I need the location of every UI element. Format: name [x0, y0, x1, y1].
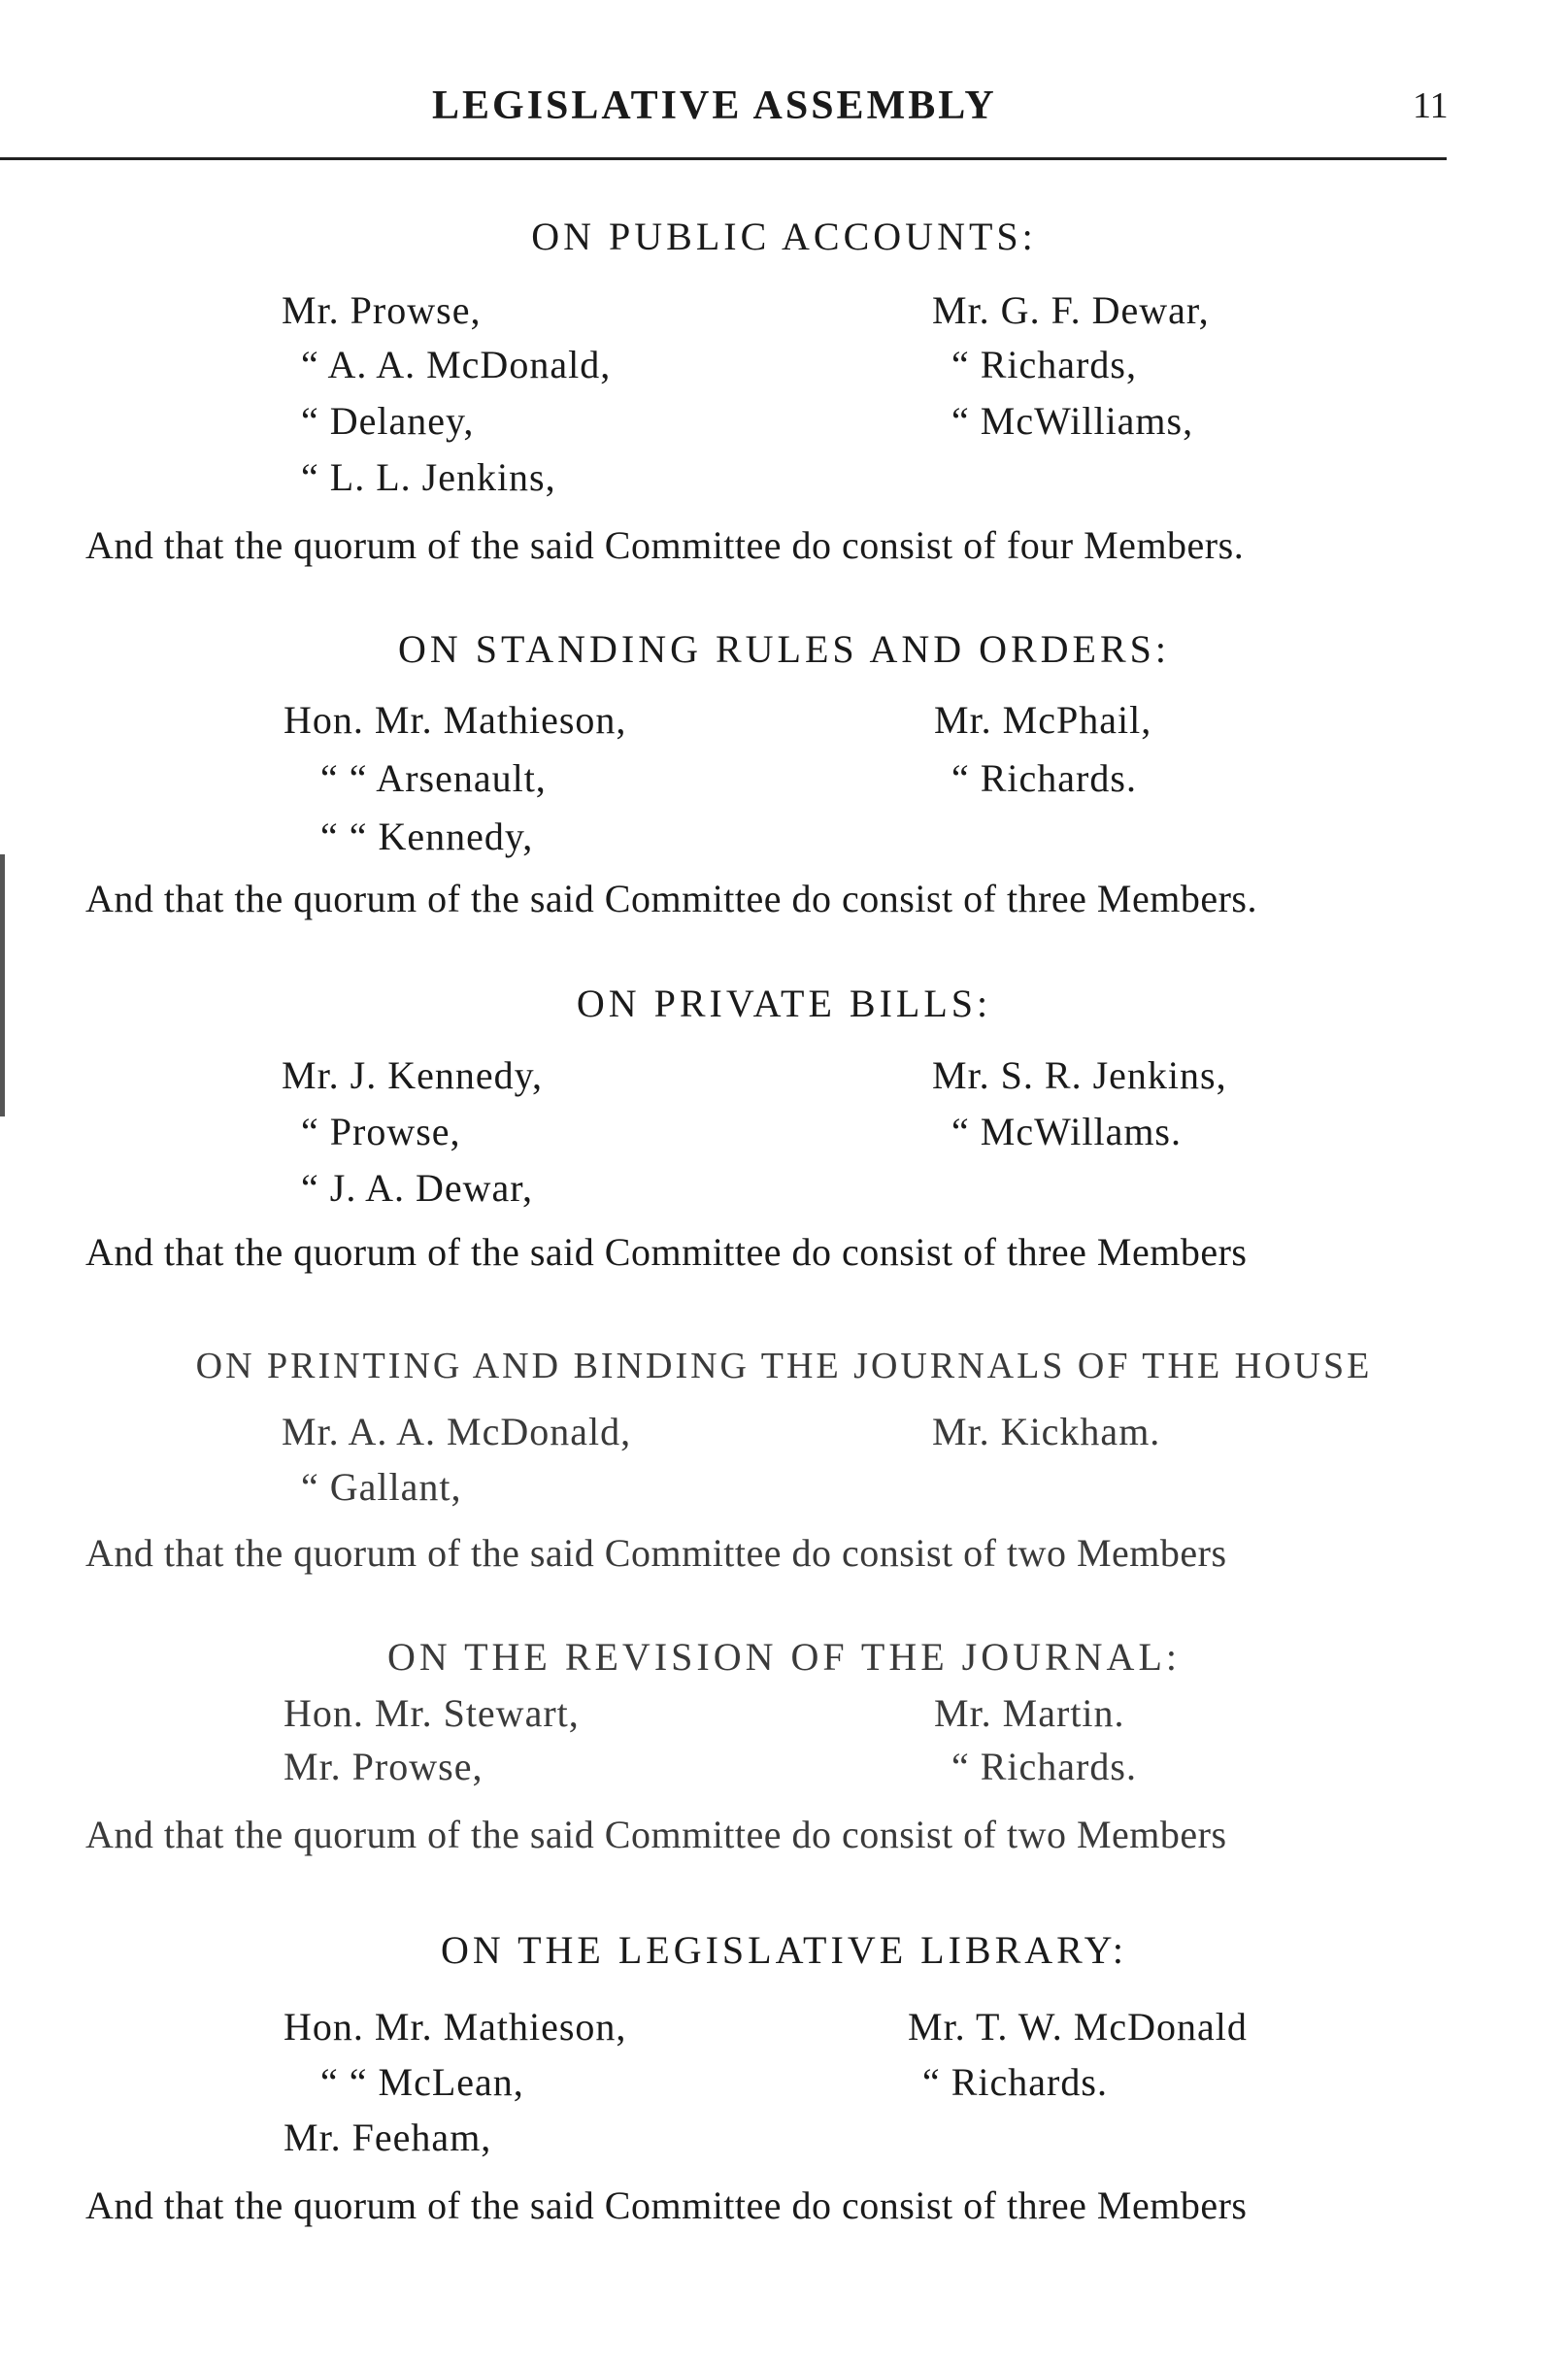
section-heading-public-accounts: ON PUBLIC ACCOUNTS: [531, 215, 1037, 258]
member-name: “ McWilliams, [951, 399, 1194, 443]
member-name: “ Richards. [951, 756, 1137, 800]
member-name: Mr. G. F. Dewar, [932, 288, 1210, 332]
member-name: Mr. T. W. McDonald [908, 2005, 1248, 2049]
member-name: “ Gallant, [301, 1465, 462, 1509]
section-heading-revision-journal: ON THE REVISION OF THE JOURNAL: [387, 1635, 1181, 1679]
member-name: “ Richards. [951, 1745, 1137, 1788]
member-name: Hon. Mr. Stewart, [284, 1691, 580, 1735]
member-name: Mr. Prowse, [282, 288, 482, 332]
quorum-statement: And that the quorum of the said Committee do consist of three Members. [85, 877, 1257, 920]
quorum-statement: And that the quorum of the said Committee do consist of four Members. [85, 523, 1245, 567]
member-name: “ L. L. Jenkins, [301, 455, 556, 499]
section-heading-printing-binding: ON PRINTING AND BINDING THE JOURNALS OF THE HOUSE [195, 1346, 1373, 1386]
member-name: Mr. S. R. Jenkins, [932, 1053, 1227, 1097]
quorum-statement: And that the quorum of the said Committee do consist of three Members [85, 2183, 1248, 2227]
member-name: “ “ Kennedy, [320, 815, 534, 858]
section-heading-private-bills: ON PRIVATE BILLS: [576, 982, 992, 1025]
member-name: “ Prowse, [301, 1110, 461, 1153]
member-name: “ A. A. McDonald, [301, 343, 612, 386]
member-name: Mr. McPhail, [934, 698, 1152, 742]
quorum-statement: And that the quorum of the said Committee do consist of two Members [85, 1813, 1227, 1856]
member-name: Mr. Kickham. [932, 1410, 1161, 1453]
section-heading-legislative-library: ON THE LEGISLATIVE LIBRARY: [441, 1928, 1127, 1972]
member-name: Mr. J. Kennedy, [282, 1053, 544, 1097]
member-name: Mr. Feeham, [284, 2116, 492, 2159]
member-name: Hon. Mr. Mathieson, [284, 2005, 627, 2049]
member-name: Mr. A. A. McDonald, [282, 1410, 632, 1453]
member-name: “ Delaney, [301, 399, 475, 443]
section-heading-standing-rules: ON STANDING RULES AND ORDERS: [397, 627, 1171, 671]
member-name: “ Richards. [922, 2060, 1108, 2104]
member-name: “ J. A. Dewar, [301, 1166, 533, 1210]
member-name: Mr. Martin. [934, 1691, 1125, 1735]
member-name: “ “ Arsenault, [320, 756, 547, 800]
member-name: Hon. Mr. Mathieson, [284, 698, 627, 742]
member-name: “ McWillams. [951, 1110, 1182, 1153]
member-name: Mr. Prowse, [284, 1745, 484, 1788]
quorum-statement: And that the quorum of the said Committee do consist of two Members [85, 1531, 1227, 1575]
header-rule [0, 157, 1447, 160]
running-head: LEGISLATIVE ASSEMBLY [432, 83, 997, 128]
quorum-statement: And that the quorum of the said Committee do consist of three Members [85, 1230, 1248, 1274]
page-number: 11 [1413, 85, 1449, 126]
member-name: “ Richards, [951, 343, 1137, 386]
member-name: “ “ McLean, [320, 2060, 524, 2104]
